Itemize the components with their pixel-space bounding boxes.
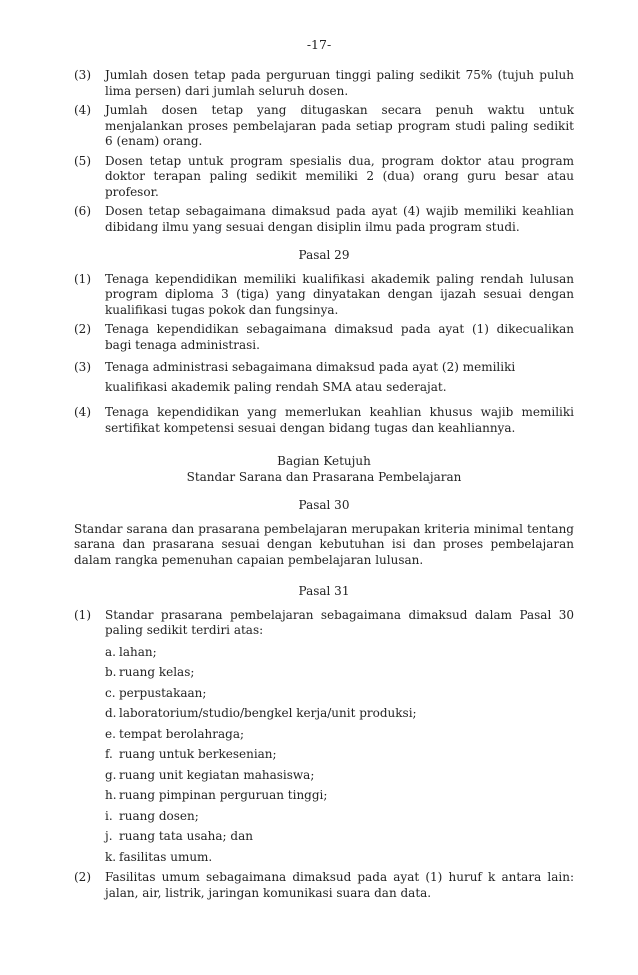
sub-item-text: ruang kelas; <box>119 665 195 679</box>
list-item <box>74 322 574 353</box>
sub-item-text: ruang unit kegiatan mahasiswa; <box>119 767 315 782</box>
item-text: Fasilitas umum sebagaimana dimaksud pada ayat (1) huruf k antara lain: jalan, air, listrik, jaringan komunikasi suara dan data. <box>105 870 574 900</box>
pasal-30-heading: Pasal 30 <box>298 498 350 512</box>
bagian-heading: Bagian Ketujuh <box>277 454 371 468</box>
item-number: (5) <box>74 153 91 168</box>
sub-list-item <box>105 706 574 722</box>
sub-list-item <box>105 645 574 661</box>
sub-list-item <box>105 747 574 763</box>
pasal-29-heading: Pasal 29 <box>298 248 350 262</box>
sub-item-letter: i. <box>105 808 113 823</box>
item-number: (1) <box>74 607 91 622</box>
list-item <box>74 204 574 235</box>
sub-item-letter: c. <box>105 685 116 700</box>
sub-item-letter: h. <box>105 788 117 802</box>
sub-list-item <box>105 809 574 825</box>
item-text: Tenaga kependidikan yang memerlukan keahlian khusus wajib memiliki sertifikat kompetensi sesuai dengan bidang tugas dan keahliannya. <box>105 405 574 435</box>
list-item <box>74 103 574 150</box>
list-item <box>74 154 574 201</box>
list-item <box>74 405 574 436</box>
list-item <box>74 272 574 319</box>
sub-list-item <box>105 665 574 681</box>
item-number: (6) <box>74 204 91 218</box>
sub-item-letter: a. <box>105 644 116 659</box>
pasal-30-paragraph: Standar sarana dan prasarana pembelajaran merupakan kriteria minimal tentang sarana dan prasarana sesuai dengan kebutuhan isi dan proses pembelajaran dalam rangka pemenuhan capaian pembelajaran lulusan. <box>74 521 574 567</box>
item-number: (2) <box>74 870 91 884</box>
sub-item-letter: f. <box>105 747 113 761</box>
sub-list-item <box>105 788 574 804</box>
item-text: Tenaga kependidikan sebagaimana dimaksud pada ayat (1) dikecualikan bagi tenaga administrasi. <box>105 322 574 352</box>
sub-item-text: tempat berolahraga; <box>119 726 245 741</box>
page-content <box>74 68 574 905</box>
item-text: Jumlah dosen tetap yang ditugaskan secara penuh waktu untuk menjalankan proses pembelajaran pada setiap program studi paling sedikit 6 (enam) orang. <box>105 103 574 148</box>
item-text: Dosen tetap untuk program spesialis dua, program doktor atau program doktor terapan paling sedikit memiliki 2 (dua) orang guru besar atau profesor. <box>105 153 574 199</box>
sub-list-item <box>105 850 574 866</box>
list-item <box>74 357 574 397</box>
item-text: Jumlah dosen tetap pada perguruan tinggi paling sedikit 75% (tujuh puluh lima persen) dari jumlah seluruh dosen. <box>105 68 574 98</box>
sub-item-text: ruang tata usaha; dan <box>119 829 253 843</box>
pasal-31-heading: Pasal 31 <box>298 584 350 598</box>
item-number: (3) <box>74 68 91 82</box>
page-number: -17- <box>306 37 332 52</box>
item-text: Dosen tetap sebagaimana dimaksud pada ayat (4) wajib memiliki keahlian dibidang ilmu yang sesuai dengan disiplin ilmu pada program studi. <box>105 204 574 234</box>
sub-item-text: perpustakaan; <box>119 685 207 700</box>
bagian-subtitle: Standar Sarana dan Prasarana Pembelajaran <box>186 469 462 484</box>
sub-item-letter: d. <box>105 706 117 720</box>
list-item <box>74 870 574 901</box>
item-text: Standar prasarana pembelajaran sebagaimana dimaksud dalam Pasal 30 paling sedikit terdiri atas: <box>105 607 574 637</box>
item-number: (3) <box>74 360 91 374</box>
sub-item-text: ruang pimpinan perguruan tinggi; <box>119 788 328 802</box>
sub-list-item <box>105 768 574 784</box>
sub-item-text: ruang untuk berkesenian; <box>119 747 277 761</box>
sub-list-item <box>105 727 574 743</box>
sub-item-letter: k. <box>105 849 117 864</box>
list-item <box>74 608 574 639</box>
sub-item-letter: j. <box>105 829 113 843</box>
item-number: (4) <box>74 405 91 419</box>
list-item <box>74 68 574 99</box>
item-text: Tenaga kependidikan memiliki kualifikasi akademik paling rendah lulusan program diploma 3 (tiga) yang dinyatakan dengan ijazah sesuai dengan kualifikasi tugas pokok dan fungsinya. <box>105 271 574 317</box>
sub-item-text: fasilitas umum. <box>119 849 213 864</box>
sub-item-letter: b. <box>105 665 117 679</box>
item-number: (4) <box>74 103 91 117</box>
sub-item-letter: g. <box>105 767 117 782</box>
sub-list-item <box>105 686 574 702</box>
item-number: (1) <box>74 271 91 286</box>
item-text: Tenaga administrasi sebagaimana dimaksud pada ayat (2) memiliki kualifikasi akademik paling rendah SMA atau sederajat. <box>105 360 516 394</box>
sub-list-item <box>105 829 574 845</box>
sub-item-text: laboratorium/studio/bengkel kerja/unit produksi; <box>119 706 417 720</box>
item-number: (2) <box>74 322 91 336</box>
sub-item-text: ruang dosen; <box>119 808 199 823</box>
sub-item-letter: e. <box>105 726 116 741</box>
sub-item-text: lahan; <box>119 644 157 659</box>
